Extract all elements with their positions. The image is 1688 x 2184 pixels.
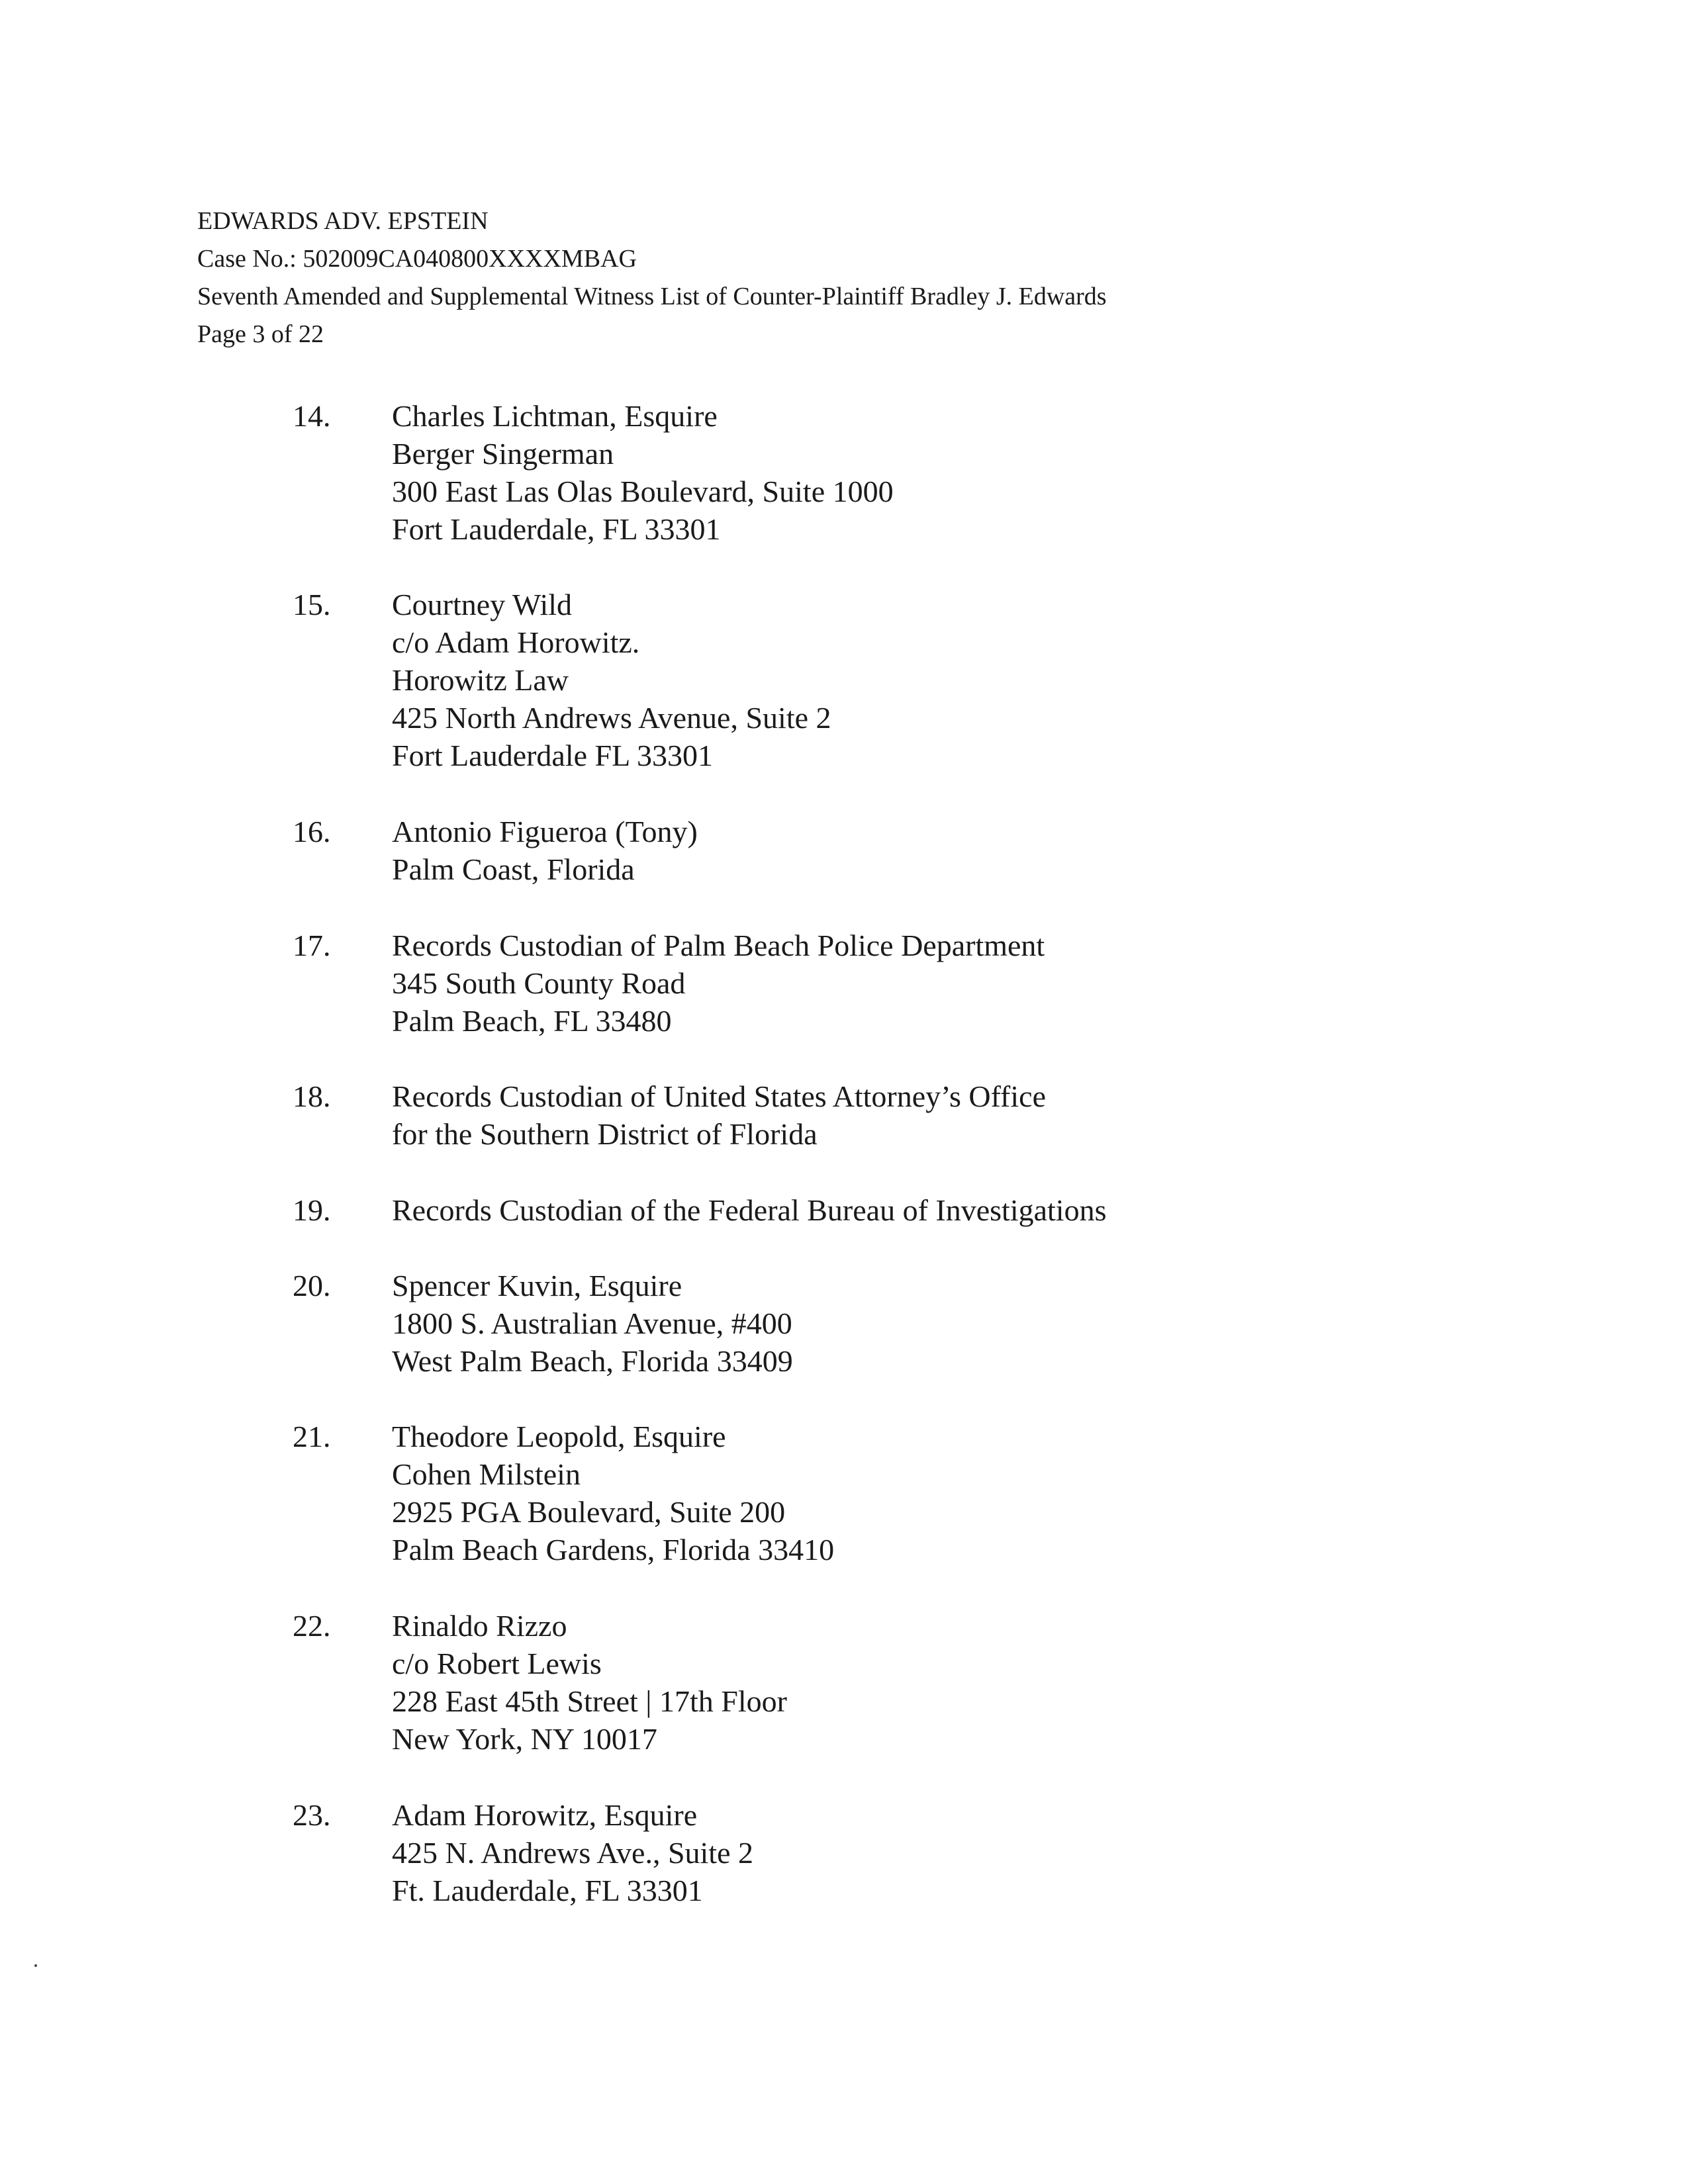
witness-name: Records Custodian of Palm Beach Police Department (392, 929, 1045, 962)
entry-address-block (392, 1191, 1106, 1229)
address-line: 425 North Andrews Avenue, Suite 2 (392, 701, 831, 735)
address-line: 300 East Las Olas Boulevard, Suite 1000 (392, 475, 894, 508)
address-line: 345 South County Road (392, 966, 686, 1000)
witness-name: Spencer Kuvin, Esquire (392, 1269, 682, 1302)
witness-name: Courtney Wild (392, 588, 573, 621)
address-line: Fort Lauderdale, FL 33301 (392, 512, 721, 546)
witness-name: Rinaldo Rizzo (392, 1609, 567, 1643)
entry-number: 20. (293, 1269, 331, 1302)
address-line: 2925 PGA Boulevard, Suite 200 (392, 1495, 786, 1529)
address-line: New York, NY 10017 (392, 1722, 657, 1756)
witness-name: Adam Horowitz, Esquire (392, 1798, 698, 1832)
entry-address-block (392, 1267, 793, 1380)
address-line: Palm Beach, FL 33480 (392, 1004, 672, 1038)
entry-number: 16. (293, 815, 331, 848)
witness-name: Theodore Leopold, Esquire (392, 1420, 726, 1453)
entry-address-block (392, 1418, 834, 1569)
entry-number: 21. (293, 1420, 331, 1453)
document-title: Seventh Amended and Supplemental Witness List of Counter-Plaintiff Bradley J. Edwards (197, 283, 1107, 310)
address-line: c/o Robert Lewis (392, 1647, 602, 1680)
entry-number: 19. (293, 1193, 331, 1227)
address-line: Berger Singerman (392, 437, 614, 471)
address-line: Fort Lauderdale FL 33301 (392, 739, 714, 772)
address-line: West Palm Beach, Florida 33409 (392, 1344, 793, 1378)
case-number: Case No.: 502009CA040800XXXXMBAG (197, 245, 637, 273)
entry-number: 23. (293, 1798, 331, 1832)
address-line: Palm Coast, Florida (392, 852, 635, 886)
address-line: Horowitz Law (392, 663, 569, 697)
entry-number: 18. (293, 1079, 331, 1113)
entry-number: 17. (293, 929, 331, 962)
address-line: 425 N. Andrews Ave., Suite 2 (392, 1836, 754, 1870)
address-line: Palm Beach Gardens, Florida 33410 (392, 1533, 835, 1567)
address-line: Ft. Lauderdale, FL 33301 (392, 1874, 703, 1907)
witness-name: Charles Lichtman, Esquire (392, 399, 718, 433)
address-line: 228 East 45th Street | 17th Floor (392, 1684, 787, 1718)
witness-name: Records Custodian of United States Attorney’s Office (392, 1079, 1046, 1113)
entry-number: 22. (293, 1609, 331, 1643)
entry-address-block (392, 1077, 1046, 1153)
address-line: 1800 S. Australian Avenue, #400 (392, 1306, 792, 1340)
page-number: Page 3 of 22 (197, 320, 324, 348)
witness-name: Records Custodian of the Federal Bureau of Investigations (392, 1193, 1107, 1227)
address-line: c/o Adam Horowitz. (392, 625, 640, 659)
entry-address-block (392, 813, 698, 888)
scan-speck (34, 1964, 37, 1967)
address-line: Cohen Milstein (392, 1457, 581, 1491)
witness-name: Antonio Figueroa (Tony) (392, 815, 698, 848)
entry-address-block (392, 1796, 753, 1909)
address-line: for the Southern District of Florida (392, 1117, 818, 1151)
case-caption: EDWARDS ADV. EPSTEIN (197, 207, 489, 235)
entry-address-block (392, 927, 1045, 1040)
entry-number: 15. (293, 588, 331, 621)
entry-address-block (392, 586, 831, 774)
entry-address-block (392, 1607, 787, 1758)
entry-number: 14. (293, 399, 331, 433)
entry-address-block (392, 397, 894, 548)
